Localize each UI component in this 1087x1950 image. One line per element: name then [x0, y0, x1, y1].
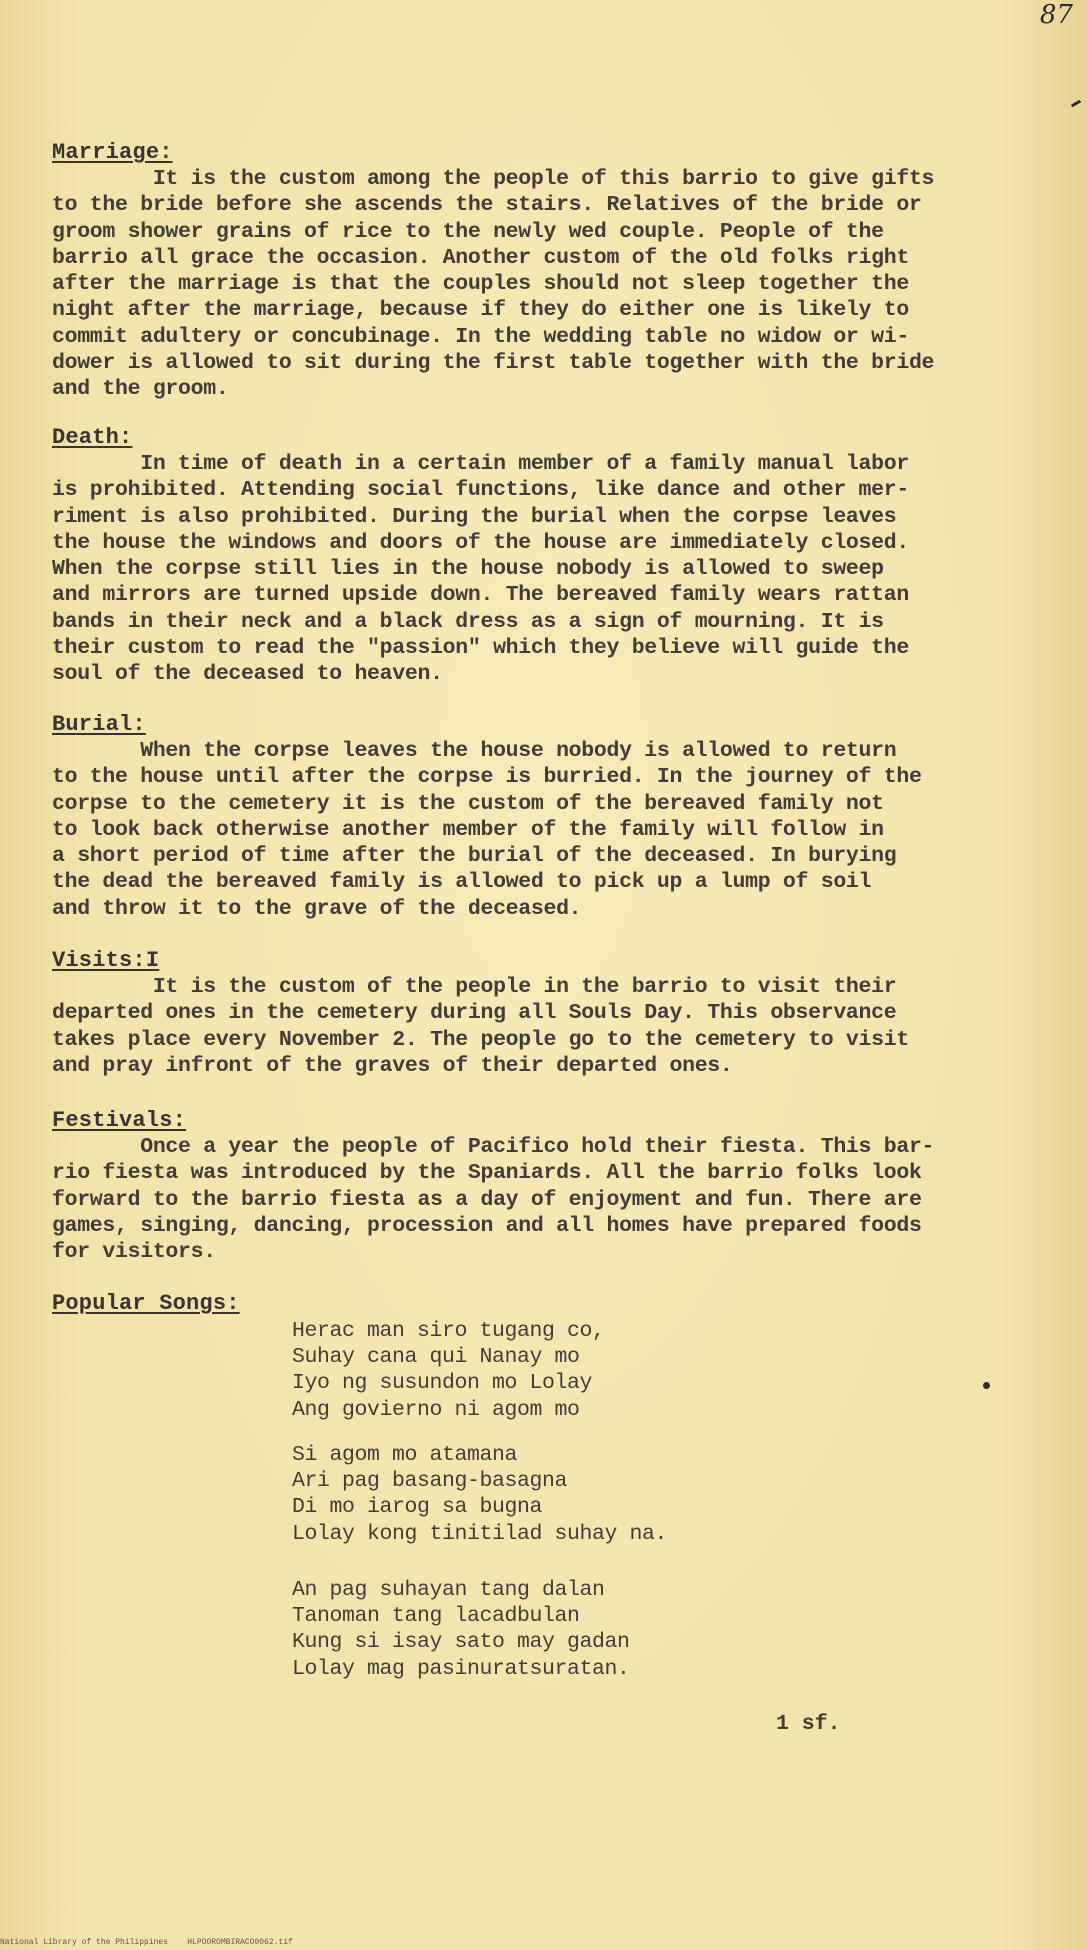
- text-line: a short period of time after the burial of the deceased. In burying: [52, 844, 897, 869]
- song-line: Suhay cana qui Nanay mo: [292, 1345, 580, 1370]
- section-heading: Festivals:: [52, 1108, 187, 1133]
- text-line: to the house until after the corpse is burried. In the journey of the: [52, 765, 922, 790]
- text-line: commit adultery or concubinage. In the wedding table no widow or wi-: [52, 324, 909, 349]
- section-festivals: [52, 1108, 1052, 1265]
- text-line: It is the custom among the people of this barrio to give gifts: [52, 167, 935, 191]
- text-line: after the marriage is that the couples should not sleep together the: [52, 272, 909, 297]
- section-burial: [52, 712, 1052, 922]
- song-line: Lolay mag pasinuratsuratan.: [292, 1656, 630, 1681]
- section-heading: Visits:I: [52, 948, 160, 973]
- song-line: Lolay kong tinitilad suhay na.: [292, 1521, 668, 1546]
- text-line: is prohibited. Attending social functions, like dance and other mer-: [52, 478, 909, 503]
- section-heading: Death:: [52, 425, 133, 450]
- section-death: [52, 425, 1052, 688]
- song-line: Si agom mo atamana: [292, 1443, 518, 1467]
- text-line: forward to the barrio fiesta as a day of enjoyment and fun. There are: [52, 1187, 922, 1212]
- text-line: In time of death in a certain member of a family manual labor: [52, 452, 909, 476]
- text-line: and mirrors are turned upside down. The bereaved family wears rattan: [52, 583, 909, 608]
- ink-dot: [983, 1382, 990, 1389]
- text-line: and the groom.: [52, 377, 229, 402]
- song-line: Kung si isay sato may gadan: [292, 1630, 630, 1655]
- section-songs: [52, 1291, 1052, 1317]
- section-heading: Burial:: [52, 712, 146, 737]
- text-line: departed ones in the cemetery during all Souls Day. This observance: [52, 1001, 897, 1026]
- song-line: Tanoman tang lacadbulan: [292, 1604, 580, 1629]
- text-line: takes place every November 2. The people go to the cemetery to visit: [52, 1027, 909, 1052]
- section-visits: [52, 948, 1052, 1079]
- text-line: bands in their neck and a black dress as a sign of mourning. It is: [52, 609, 884, 634]
- text-line: corpse to the cemetery it is the custom of the bereaved family not: [52, 791, 884, 816]
- text-line: riment is also prohibited. During the burial when the corpse leaves: [52, 504, 897, 529]
- text-line: and throw it to the grave of the deceased.: [52, 896, 582, 921]
- sign-off: 1 sf.: [776, 1712, 841, 1736]
- song-line: Di mo iarog sa bugna: [292, 1495, 543, 1520]
- pen-mark: [1071, 100, 1081, 108]
- song-line: Iyo ng susundon mo Lolay: [292, 1371, 593, 1396]
- text-line: It is the custom of the people in the barrio to visit their: [52, 975, 897, 999]
- song-stanza: [292, 1577, 630, 1682]
- song-line: An pag suhayan tang dalan: [292, 1578, 605, 1602]
- song-stanza: [292, 1442, 667, 1547]
- text-line: groom shower grains of rice to the newly wed couple. People of the: [52, 219, 884, 244]
- text-line: Once a year the people of Pacifico hold their fiesta. This bar-: [52, 1135, 935, 1159]
- text-line: games, singing, dancing, procession and all homes have prepared foods: [52, 1213, 922, 1238]
- song-stanza: [292, 1318, 605, 1423]
- text-line: rio fiesta was introduced by the Spaniards. All the barrio folks look: [52, 1161, 922, 1186]
- text-line: to the bride before she ascends the stairs. Relatives of the bride or: [52, 193, 922, 218]
- section-heading: Popular Songs:: [52, 1291, 240, 1316]
- scan-footer: National Library of the Philippines HLPOOROMBIRACO0062.tif: [0, 1938, 293, 1947]
- text-line: and pray infront of the graves of their departed ones.: [52, 1053, 733, 1078]
- section-heading: Marriage:: [52, 140, 173, 165]
- text-line: to look back otherwise another member of the family will follow in: [52, 817, 884, 842]
- text-line: soul of the deceased to heaven.: [52, 662, 443, 687]
- text-line: the house the windows and doors of the house are immediately closed.: [52, 530, 909, 555]
- text-line: night after the marriage, because if they do either one is likely to: [52, 298, 909, 323]
- text-line: the dead the bereaved family is allowed to pick up a lump of soil: [52, 870, 872, 895]
- text-line: When the corpse still lies in the house nobody is allowed to sweep: [52, 557, 884, 582]
- song-line: Herac man siro tugang co,: [292, 1319, 605, 1343]
- text-line: for visitors.: [52, 1240, 216, 1265]
- text-line: When the corpse leaves the house nobody is allowed to return: [52, 739, 897, 763]
- song-line: Ang govierno ni agom mo: [292, 1397, 580, 1422]
- page-number: 87: [1039, 0, 1073, 30]
- text-line: their custom to read the "passion" which they believe will guide the: [52, 636, 909, 661]
- text-line: dower is allowed to sit during the first table together with the bride: [52, 351, 935, 376]
- song-line: Ari pag basang-basagna: [292, 1469, 568, 1494]
- section-marriage: [52, 140, 1052, 403]
- text-line: barrio all grace the occasion. Another custom of the old folks right: [52, 245, 909, 270]
